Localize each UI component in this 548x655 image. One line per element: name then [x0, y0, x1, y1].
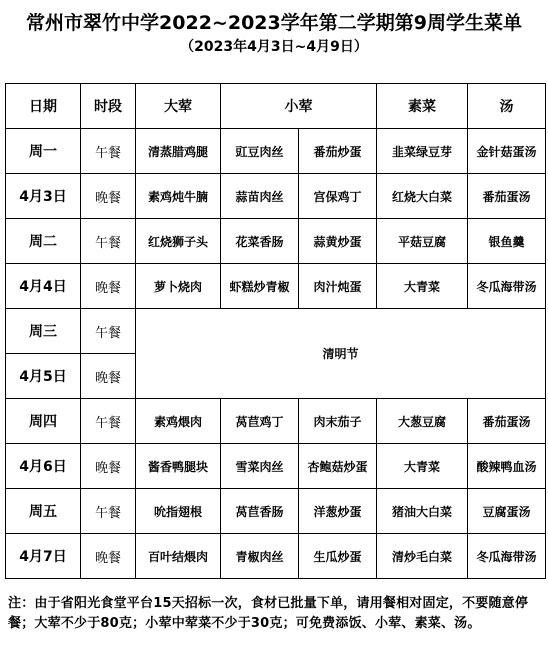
cell-main: 素鸡煨肉 — [136, 399, 221, 444]
cell-veg: 大青菜 — [377, 444, 468, 489]
cell-period: 午餐 — [81, 489, 136, 534]
cell-small2: 肉汁炖蛋 — [299, 264, 377, 309]
table-row — [6, 399, 546, 444]
cell-day: 4月6日 — [6, 444, 81, 489]
cell-day: 4月4日 — [6, 264, 81, 309]
cell-small1: 青椒肉丝 — [221, 534, 299, 579]
cell-main: 酱香鸭腿块 — [136, 444, 221, 489]
cell-veg: 清炒毛白菜 — [377, 534, 468, 579]
cell-main: 百叶结煨肉 — [136, 534, 221, 579]
header-soup: 汤 — [468, 84, 546, 129]
cell-period: 晚餐 — [81, 174, 136, 219]
cell-small1: 莴苣香肠 — [221, 489, 299, 534]
cell-day: 4月5日 — [6, 354, 81, 399]
cell-day: 周二 — [6, 219, 81, 264]
cell-day: 周一 — [6, 129, 81, 174]
cell-soup: 冬瓜海带汤 — [468, 264, 546, 309]
cell-soup: 酸辣鸭血汤 — [468, 444, 546, 489]
header-veg: 素菜 — [377, 84, 468, 129]
cell-small2: 番茄炒蛋 — [299, 129, 377, 174]
cell-soup: 豆腐蛋汤 — [468, 489, 546, 534]
cell-day: 周五 — [6, 489, 81, 534]
page-title: 常州市翠竹中学2022~2023学年第二学期第9周学生菜单 — [26, 12, 522, 34]
cell-veg: 大青菜 — [377, 264, 468, 309]
cell-small1: 豇豆肉丝 — [221, 129, 299, 174]
table-row — [6, 444, 546, 489]
cell-soup: 番茄蛋汤 — [468, 174, 546, 219]
cell-veg: 大葱豆腐 — [377, 399, 468, 444]
menu-table — [5, 83, 546, 579]
cell-small2: 洋葱炒蛋 — [299, 489, 377, 534]
cell-small2: 肉末茄子 — [299, 399, 377, 444]
holiday-cell: 清明节 — [136, 309, 546, 399]
cell-period: 午餐 — [81, 219, 136, 264]
cell-day: 周三 — [6, 309, 81, 354]
cell-soup: 金针菇蛋汤 — [468, 129, 546, 174]
cell-small2: 宫保鸡丁 — [299, 174, 377, 219]
cell-soup: 冬瓜海带汤 — [468, 534, 546, 579]
table-row — [6, 489, 546, 534]
table-row — [6, 174, 546, 219]
cell-main: 清蒸腊鸡腿 — [136, 129, 221, 174]
cell-period: 午餐 — [81, 129, 136, 174]
cell-period: 午餐 — [81, 309, 136, 354]
cell-veg: 猪油大白菜 — [377, 489, 468, 534]
cell-small1: 莴苣鸡丁 — [221, 399, 299, 444]
cell-main: 素鸡炖牛腩 — [136, 174, 221, 219]
header-date: 日期 — [6, 84, 81, 129]
table-row — [6, 219, 546, 264]
page-subtitle: （2023年4月3日~4月9日） — [180, 39, 368, 55]
table-header-row — [6, 84, 546, 129]
cell-period: 晚餐 — [81, 444, 136, 489]
cell-small1: 花菜香肠 — [221, 219, 299, 264]
cell-veg: 韭菜绿豆芽 — [377, 129, 468, 174]
table-row — [6, 309, 546, 354]
cell-small1: 蒜苗肉丝 — [221, 174, 299, 219]
cell-day: 4月3日 — [6, 174, 81, 219]
cell-main: 吮指翅根 — [136, 489, 221, 534]
cell-veg: 平菇豆腐 — [377, 219, 468, 264]
cell-period: 晚餐 — [81, 264, 136, 309]
cell-small2: 杏鲍菇炒蛋 — [299, 444, 377, 489]
header-main: 大荤 — [136, 84, 221, 129]
cell-small2: 生瓜炒蛋 — [299, 534, 377, 579]
cell-day: 周四 — [6, 399, 81, 444]
header-period: 时段 — [81, 84, 136, 129]
cell-small1: 雪菜肉丝 — [221, 444, 299, 489]
cell-period: 晚餐 — [81, 534, 136, 579]
cell-period: 晚餐 — [81, 354, 136, 399]
cell-small2: 蒜黄炒蛋 — [299, 219, 377, 264]
cell-soup: 番茄蛋汤 — [468, 399, 546, 444]
cell-soup: 银鱼羹 — [468, 219, 546, 264]
cell-veg: 红烧大白菜 — [377, 174, 468, 219]
cell-day: 4月7日 — [6, 534, 81, 579]
table-row — [6, 534, 546, 579]
footnote: 注：由于省阳光食堂平台15天招标一次，食材已批量下单，请用餐相对固定，不要随意停餐；大荤不少于80克；小荤中荤菜不少于30克；可免费添饭、小荤、素菜、汤。 — [8, 596, 529, 631]
cell-main: 红烧狮子头 — [136, 219, 221, 264]
cell-main: 萝卜烧肉 — [136, 264, 221, 309]
table-row — [6, 264, 546, 309]
cell-period: 午餐 — [81, 399, 136, 444]
table-row — [6, 129, 546, 174]
cell-small1: 虾糕炒青椒 — [221, 264, 299, 309]
header-small: 小荤 — [221, 84, 377, 129]
